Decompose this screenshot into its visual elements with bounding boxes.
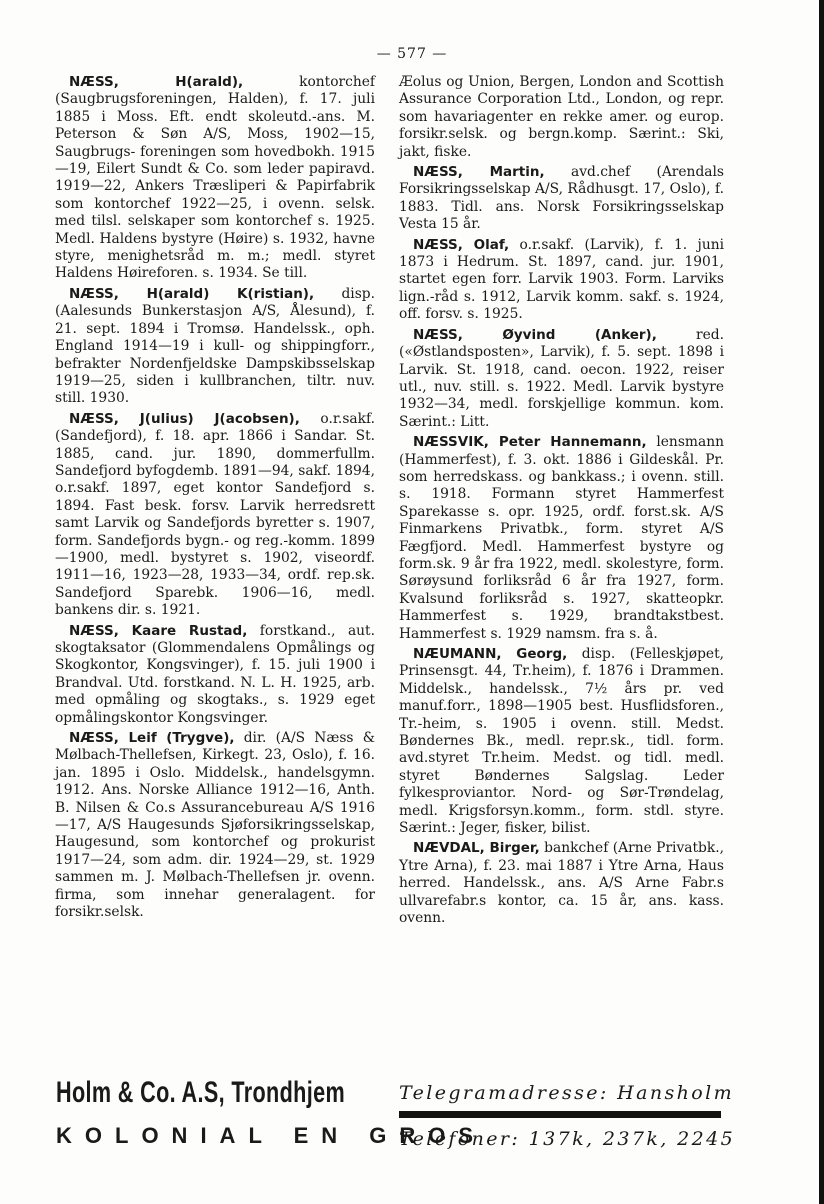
entry-text: kontorchef (Saugbrugsforeningen, Halden), f. 17. juli 1885 i Moss. Eft. endt skoleutd.-ans. M. Peterson & Søn A/S, Moss, 1902—15, Saugbrugs- foreningen som hovedbokh. 1915—19, Eilert Sundt & Co. som leder papiravd. 1919—22, Ankers Træsliperi & Papirfabrik som kontorchef 1922—25, i ovenn. selsk. med tilsl. selskaper som kontorchef s. 1925. Medl. Haldens bystyre (Høire) s. 1932, havne styre, menighetsråd m. m.; medl. styret Haldens Høireforen. s. 1934. Se till. (55, 74, 375, 282)
left-column (55, 74, 375, 925)
entry-text: red. («Østlandsposten», Larvik), f. 5. sept. 1898 i Larvik. St. 1918, cand. oecon. 1922, reiser utl., nuv. still. s. 1922. Medl. Larvik bystyre 1932—34, medl. forskjellige kommun. kom. Særint.: Litt. (399, 326, 724, 430)
entry-headword: NÆSS, J(ulius) J(acobsen), (69, 410, 300, 427)
entry-continuation (399, 74, 724, 161)
entry-headword: NÆSS, Kaare Rustad, (69, 622, 248, 639)
ad-trade-line: KOLONIAL EN GROS (56, 1123, 487, 1148)
entry-headword: NÆSS, Martin, (413, 164, 545, 181)
entry-text: forstkand., aut. skogtaksator (Glommendalens Opmålings og Skogkontor, Kongsvinger), f. 15. juli 1900 i Brandval. Utd. forstkand. N. L. H. 1925, arb. med opmåling og skogtaks., s. 1929 eget opmålingskontor Kongsvinger. (55, 622, 375, 726)
entry-headword: NÆSS, Leif (Trygve), (69, 730, 235, 747)
entry (55, 730, 375, 921)
entry (55, 286, 375, 408)
entry (399, 327, 724, 431)
entry-text: avd.chef (Arendals Forsikringsselskap A/S, Rådhusgt. 17, Oslo), f. 1883. Tidl. ans. Norsk Forsikringsselskap Vesta 15 år. (399, 164, 724, 233)
entry-text: lensmann (Hammerfest), f. 3. okt. 1886 i Gildeskål. Pr. som herredskass. og bankkass.; i ovenn. still. s. 1918. Formann styret Hammerfest Sparekasse s. opr. 1925, ordf. forst.sk. A/S Finmarkens Privatbk., form. styret A/S Fægfjord. Medl. Hammerfest bystyre og form.sk. 9 år fra 1922, medl. skolestyre, form. Sørøysund forliksråd 6 år fra 1927, form. Kvalsund forliksråd s. 1927, skatteopkr. Hammerfest s. 1929, brandtakstbest. Hammerfest s. 1929 namsm. fra s. å. (399, 434, 724, 642)
entry-text: disp. (Aalesunds Bunkerstasjon A/S, Ålesund), f. 21. sept. 1894 i Tromsø. Handelssk., oph. England 1914—19 i kull- og shippingforr., befrakter Nordenfjeldske Dampskibsselskap 1919—25, siden i kullbranchen, tiltr. nuv. still. 1930. (55, 285, 376, 407)
entry (55, 411, 375, 620)
page-edge (819, 0, 824, 1204)
entry-headword: NÆSS, Olaf, (413, 236, 510, 253)
entry-text: disp. (Felleskjøpet, Prinsensgt. 44, Tr.heim), f. 1876 i Drammen. Middelsk., handelssk., 7½ års pr. ved manuf.forr., 1898—1905 best. Husflidsforen., Tr.-heim, s. 1905 i ovenn. still. Medst. Bøndernes Bk., medl. repr.sk., tidl. form. avd.styret Tr.heim. Medst. og tidl. medl. styret Bøndernes Salgslag. Leder fylkesproviantor. Nord- og Sør-Trøndelag, medl. Krigsforsyn.komm., form. stdl. styre. Særint.: Jeger, fisker, bilist. (399, 646, 724, 837)
entry (55, 74, 375, 283)
entry-headword: NÆUMANN, Georg, (413, 646, 568, 662)
entry-text: Æolus og Union, Bergen, London and Scottish Assurance Corporation Ltd., London, og repr. som havariagenter en rekke amer. og europ. forsikr.selsk. og bergn.komp. Særint.: Ski, jakt, fiske. (399, 74, 724, 160)
entry-text: o.r.sakf. (Larvik), f. 1. juni 1873 i Hedrum. St. 1897, cand. jur. 1901, startet egen forr. Larvik 1903. Form. Larviks lign.-råd s. 1912, Larvik komm. sakf. s. 1924, off. forsv. s. 1925. (399, 236, 724, 323)
ad-phone-numbers: Telefoner: 137k, 237k, 2245 (399, 1128, 736, 1150)
ad-divider-rule (399, 1111, 721, 1118)
entry-headword: NÆSS, Øyvind (Anker), (413, 326, 657, 343)
ad-telegram-address: Telegramadresse: Hansholm (399, 1082, 735, 1104)
right-column (399, 74, 724, 931)
entry-headword: NÆVDAL, Birger, (413, 840, 540, 857)
entry-text: bankchef (Arne Privatbk., Ytre Arna), f. 23. mai 1887 i Ytre Arna, Haus herred. Handelssk., ans. A/S Arne Fabr.s ullvarefabr.s kontor, ca. 15 år, ans. kass. ovenn. (399, 840, 724, 927)
entry (399, 646, 724, 837)
entry (399, 840, 724, 927)
ad-company-name: Holm & Co. A.S, Trondhjem (56, 1076, 346, 1109)
entry (399, 164, 724, 234)
entry-headword: NÆSS, H(arald) K(ristian), (69, 285, 315, 302)
entry-headword: NÆSS, H(arald), (69, 74, 244, 90)
page-number: — 577 — (376, 46, 448, 62)
entry-headword: NÆSSVIK, Peter Hannemann, (413, 434, 647, 451)
entry (399, 434, 724, 643)
entry-text: dir. (A/S Næss & Mølbach-Thellefsen, Kirkegt. 23, Oslo), f. 16. jan. 1895 i Oslo. Middelsk., handelsgymn. 1912. Ans. Norske Alliance 1912—16, Anth. B. Nilsen & Co.s Assurancebureau A/S 1916—17, A/S Haugesunds Sjøforsikringsselskap, Haugesund, som kontorchef og prokurist 1917—24, som adm. dir. 1924—29, st. 1929 sammen m. J. Mølbach-Thellefsen jr. ovenn. firma, som innehar generalagent. for forsikr.selsk. (55, 730, 375, 921)
entry-text: o.r.sakf. (Sandefjord), f. 18. apr. 1866 i Sandar. St. 1885, cand. jur. 1890, dommerfullm. Sandefjord byfogdemb. 1891—94, sakf. 1894, o.r.sakf. 1897, eget kontor Sandefjord s. 1894. Fast besk. forsv. Larvik herredsrett samt Larvik og Sandefjords byretter s. 1907, form. Sandefjords bygn.- og reg.-komm. 1899—1900, medl. bystyret s. 1902, viseordf. 1911—16, 1923—28, 1933—34, ordf. rep.sk. Sandefjord Sparebk. 1906—16, medl. bankens dir. s. 1921. (55, 410, 375, 619)
entry (399, 237, 724, 324)
entry (55, 623, 375, 727)
